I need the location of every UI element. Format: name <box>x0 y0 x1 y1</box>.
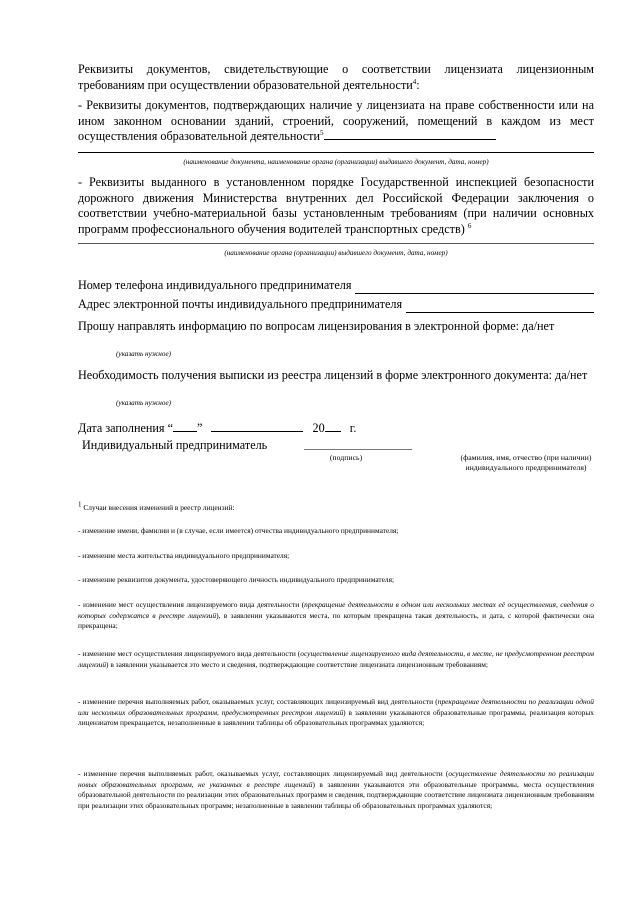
extract-hint: (указать нужное) <box>116 399 172 407</box>
premises-requisites-caption: (наименование документа, наименование органа (организации) выдавшего документ, дата, номер) <box>183 158 489 166</box>
fill-date-row: Дата заполнения “ ” 20 г. <box>78 421 357 435</box>
premises-requisites-line[interactable] <box>78 152 594 153</box>
fill-day-field[interactable] <box>173 421 197 432</box>
footnote-title: $^1$ Случаи внесения изменений в реестр лицензий: <box>78 500 235 512</box>
footnote-item: - изменение перечня выполняемых работ, оказываемых услуг, составляющих лицензируемый вид деятельности (осуществление деятельности по реализации новых образовательных программ, не указанных в реестре лицензий) в заявлении указываются эти образовательные программы, места осуществления образовательной деятельности по реализации этих образовательных программ и сведения, подтверждающие соответствие лицензиата лицензионным требованиям при реализации этих образовательных программ; незаполненные в заявлении таблицы об образовательных программах удаляются; <box>78 769 595 810</box>
footnote-item: - изменение реквизитов документа, удостоверяющего личность индивидуального предпринимателя; <box>78 575 395 584</box>
electronic-info-hint: (указать нужное) <box>116 350 172 358</box>
footnote-item: - изменение мест осуществления лицензируемого вида деятельности (осуществление лицензируемого вида деятельности, в месте, не предусмотренном реестром лицензий) в заявлении указывается это место и сведения, подтверждающие соответствие лицензиата лицензионным требованиям; <box>78 649 595 669</box>
email-field[interactable] <box>406 301 594 313</box>
fill-month-field[interactable] <box>211 421 303 432</box>
fill-year-field[interactable] <box>325 421 341 432</box>
fill-date-label: Дата заполнения <box>78 421 165 435</box>
entrepreneur-label: Индивидуальный предприниматель <box>82 438 268 452</box>
electronic-info-request: Прошу направлять информацию по вопросам лицензирования в электронной форме: да/нет <box>78 319 555 333</box>
premises-requisites-item: - Реквизиты документов, подтверждающих наличие у лицензиата на праве собственности или на ином законном основании зданий, строений, сооружений, помещений в каждом из мест осуществления образовательной деятельности$^5$ <box>78 98 594 144</box>
gibdd-conclusion-caption: (наименование органа (организации) выдавшего документ, дата, номер) <box>224 249 448 257</box>
email-row <box>78 297 594 313</box>
phone-row <box>78 278 594 294</box>
phone-label: Номер телефона индивидуального предпринимателя <box>78 278 352 292</box>
requisites-intro: Реквизиты документов, свидетельствующие о соответствии лицензиата лицензионным требованиям при осуществлении образовательной деятельности$^4$: <box>78 62 594 92</box>
phone-field[interactable] <box>355 282 594 294</box>
gibdd-conclusion-item: - Реквизиты выданного в установленном порядке Государственной инспекцией безопасности дорожного движения Министерства внутренних дел Российской Федерации заключения о соответствии учебно-материальной базы установленным требованиям (при наличии основных программ профессионального обучения водителей транспортных средств) $^6$ <box>78 175 594 236</box>
signature-caption: (подпись) <box>329 453 363 462</box>
signature-field[interactable] <box>304 449 412 450</box>
extract-request: Необходимость получения выписки из реестра лицензий в форме электронного документа: да/нет <box>78 368 588 382</box>
footnote-item: - изменение имени, фамилии и (в случае, если имеется) отчества индивидуального предпринимателя; <box>78 526 399 535</box>
full-name-caption: (фамилия, имя, отчество (при наличии) индивидуального предпринимателя) <box>460 453 592 472</box>
email-label: Адрес электронной почты индивидуального предпринимателя <box>78 297 403 311</box>
footnote-item: - изменение места жительства индивидуального предпринимателя; <box>78 551 290 560</box>
footnote-item: - изменение перечня выполняемых работ, оказываемых услуг, составляющих лицензируемый вид деятельности (прекращение деятельности по реализации одной или нескольких образовательных программ, предусмотренных реестром лицензий) в заявлении указываются образовательные программы, реализация которых лицензиатом прекращается, незаполненные в заявлении таблицы об образовательных программах удаляются; <box>78 697 595 728</box>
gibdd-conclusion-line[interactable] <box>78 243 594 244</box>
footnote-item: - изменение мест осуществления лицензируемого вида деятельности (прекращение деятельности в одном или нескольких местах её осуществления, сведения о которых содержатся в реестре лицензий), в заявлении указываются места, по которым прекращена такая деятельность, и дата, с которой фактически она прекращена; <box>78 600 595 631</box>
